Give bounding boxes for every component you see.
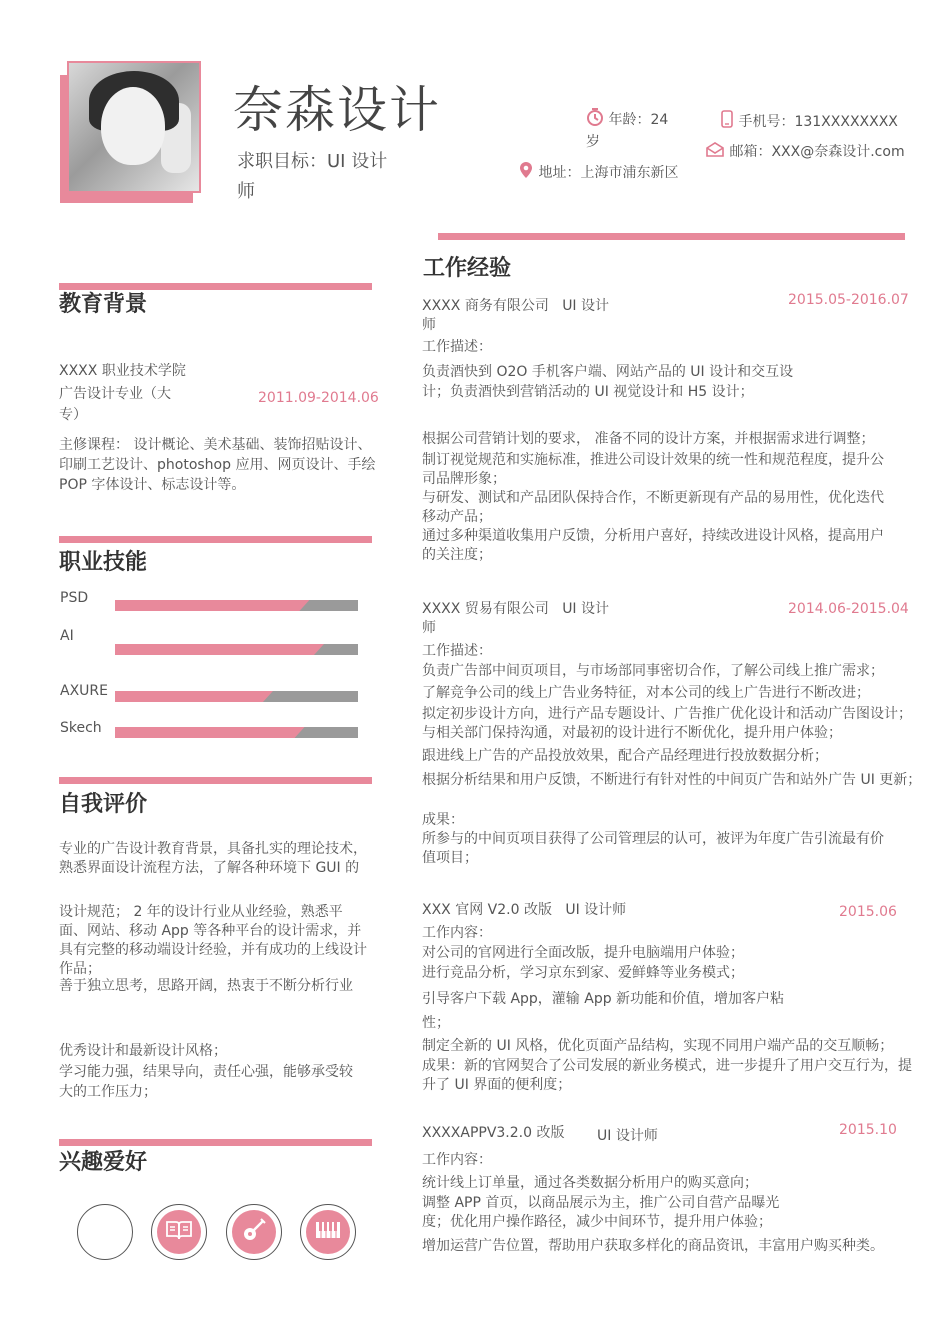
- guitar-icon: [241, 1217, 267, 1247]
- skill-bar-fill: [115, 644, 324, 655]
- job-date: 2014.06-2015.04: [788, 601, 909, 617]
- self-eval-title: 自我评价: [59, 792, 148, 817]
- job-role: UI 设计师: [422, 298, 610, 333]
- location-pin-icon: [518, 161, 534, 185]
- address-text: 地址：上海市浦东新区: [538, 165, 679, 181]
- job-line: 通过多种渠道收集用户反馈，分析用户喜好，持续改进设计风格，提高用户的关注度；: [422, 528, 884, 563]
- education-school: XXXX 职业技术学院: [59, 363, 186, 379]
- job-line: 增加运营广告位置，帮助用户获取多样化的商品资讯，丰富用户购买种类。: [422, 1238, 884, 1254]
- job-line: 跟进线上广告的产品投放效果，配合产品经理进行投放数据分析；: [422, 748, 828, 764]
- education-bar: [59, 283, 372, 290]
- job-header: [422, 297, 622, 335]
- self-eval-paragraph: 善于独立思考，思路开阔，热衷于不断分析行业: [59, 978, 353, 994]
- phone-text: 手机号：131XXXXXXXX: [738, 114, 898, 130]
- job-line: 与研发、测试和产品团队保持合作，不断更新现有产品的易用性，优化迭代移动产品；: [422, 490, 884, 525]
- job-company: XXXX 贸易有限公司: [422, 601, 549, 617]
- book-icon: [165, 1219, 193, 1245]
- education-major: 广告设计专业（大专）: [59, 386, 171, 423]
- phone-field: [720, 110, 898, 134]
- job-line: 负责酒快到 O2O 手机客户端、网站产品的 UI 设计和交互设计；负责酒快到营销活动的 UI 视觉设计和 H5 设计；: [422, 364, 794, 400]
- job-role: UI 设计师: [565, 902, 627, 918]
- clock-icon: [586, 108, 604, 132]
- job-label: 工作内容：: [422, 1152, 492, 1168]
- education-date: 2011.09-2014.06: [258, 390, 379, 406]
- skill-label: PSD: [60, 590, 89, 606]
- job-line: 所参与的中间页项目获得了公司管理层的认可，被评为年度广告引流最有价值项目；: [422, 831, 884, 866]
- job-line: 与相关部门保持沟通，对最初的设计进行不断优化，提升用户体验；: [422, 725, 842, 741]
- self-eval-paragraph: 优秀设计和最新设计风格；: [59, 1043, 227, 1059]
- job-goal: 求职目标：UI 设计师: [237, 151, 388, 202]
- email-field: [705, 141, 905, 163]
- hobby-piano: [300, 1204, 356, 1260]
- job-header: [422, 600, 622, 638]
- skill-label: Skech: [60, 720, 102, 736]
- job-line: 成果：新的官网契合了公司发展的新业务模式，进一步提升了用户交互行为，提升了 UI 界面的便利度；: [422, 1058, 912, 1093]
- job-line: 根据分析结果和用户反馈，不断进行有针对性的中间页广告和站外广告 UI 更新；: [422, 772, 922, 788]
- email-text: 邮箱：XXX@奈森设计.com: [729, 144, 905, 160]
- job-line: 根据公司营销计划的要求， 准备不同的设计方案，并根据需求进行调整；: [422, 431, 875, 447]
- skill-bar: [115, 691, 358, 702]
- job-company: XXXXAPPV3.2.0 改版: [422, 1125, 565, 1141]
- education-title: 教育背景: [59, 292, 148, 317]
- job-label: 工作描述：: [422, 643, 492, 659]
- job-line: 统计线上订单量，通过各类数据分析用户的购买意向；: [422, 1175, 758, 1191]
- job-line: 对公司的官网进行全面改版，提升电脑端用户体验；: [422, 945, 744, 961]
- skill-bar: [115, 727, 358, 738]
- job-label: 工作内容：: [422, 925, 492, 941]
- self-eval-paragraph: 学习能力强，结果导向，责任心强，能够承受较大的工作压力；: [59, 1064, 353, 1100]
- envelope-icon: [705, 141, 725, 163]
- job-line: 了解竞争公司的线上广告业务特征，对本公司的线上广告进行不断改进；: [422, 685, 870, 701]
- job-date: 2015.05-2016.07: [788, 292, 909, 308]
- work-title: 工作经验: [423, 256, 512, 281]
- work-bar: [438, 233, 905, 240]
- hobby-book: [151, 1204, 207, 1260]
- job-label: 工作描述：: [422, 339, 492, 355]
- skill-label: AXURE: [60, 683, 108, 699]
- candidate-name: 奈森设计: [233, 81, 441, 139]
- skill-label: AI: [60, 628, 74, 644]
- hobbies-bar: [59, 1139, 372, 1146]
- skill-bar-fill: [115, 691, 273, 702]
- job-role: UI 设计师: [422, 601, 610, 636]
- job-line: 制订视觉规范和实施标准，推进公司设计效果的统一性和规范程度，提升公司品牌形象；: [422, 452, 884, 487]
- education-courses: 主修课程： 设计概论、美术基础、装饰招贴设计、印刷工艺设计、photoshop 应用、网页设计、手绘 POP 字体设计、标志设计等。: [59, 437, 376, 493]
- job-line: 进行竞品分析，学习京东到家、爱鲜蜂等业务模式；: [422, 965, 744, 981]
- job-line: 制定全新的 UI 风格，优化页面产品结构，实现不同用户端产品的交互顺畅；: [422, 1038, 894, 1054]
- job-company: XXXX 商务有限公司: [422, 298, 549, 314]
- job-line: 拟定初步设计方向，进行产品专题设计、广告推广优化设计和活动广告图设计；: [422, 706, 912, 722]
- job-header: [422, 901, 722, 920]
- self-eval-paragraph: 设计规范； 2 年的设计行业从业经验，熟悉平面、网站、移动 App 等各种平台的设计需求，并具有完整的移动端设计经验，并有成功的上线设计作品；: [59, 904, 367, 977]
- hobbies-title: 兴趣爱好: [59, 1150, 148, 1175]
- job-date: 2015.06: [839, 904, 897, 920]
- skill-bar: [115, 644, 358, 655]
- address-field: [518, 161, 678, 185]
- skill-bar-fill: [115, 727, 305, 738]
- skills-bar: [59, 536, 372, 543]
- job-role: UI 设计师: [597, 1128, 658, 1144]
- job-line: 成果：: [422, 812, 464, 828]
- skill-bar-fill: [115, 600, 309, 611]
- age-field: [586, 108, 681, 152]
- avatar: [67, 61, 201, 193]
- piano-icon: [314, 1220, 342, 1244]
- hobby-guitar: [226, 1204, 282, 1260]
- skill-bar: [115, 600, 358, 611]
- job-line: 负责广告部中间页项目，与市场部同事密切合作，了解公司线上推广需求；: [422, 663, 884, 679]
- self-eval-paragraph: 专业的广告设计教育背景，具备扎实的理论技术，熟悉界面设计流程方法，了解各种环境下 GUI 的: [59, 841, 367, 876]
- job-line: 引导客户下载 App，灌输 App 新功能和价值，增加客户粘性；: [422, 991, 785, 1031]
- age-text: 年龄：24岁: [586, 112, 669, 150]
- job-company: XXX 官网 V2.0 改版: [422, 902, 552, 918]
- job-date: 2015.10: [839, 1122, 897, 1138]
- self-eval-bar: [59, 777, 372, 784]
- hobby-blank-icon: [77, 1204, 133, 1260]
- job-line: 调整 APP 首页，以商品展示为主，推广公司自营产品曝光度；优化用户操作路径，减少中间环节，提升用户体验；: [422, 1195, 780, 1230]
- phone-icon: [720, 110, 734, 134]
- skills-title: 职业技能: [59, 550, 148, 575]
